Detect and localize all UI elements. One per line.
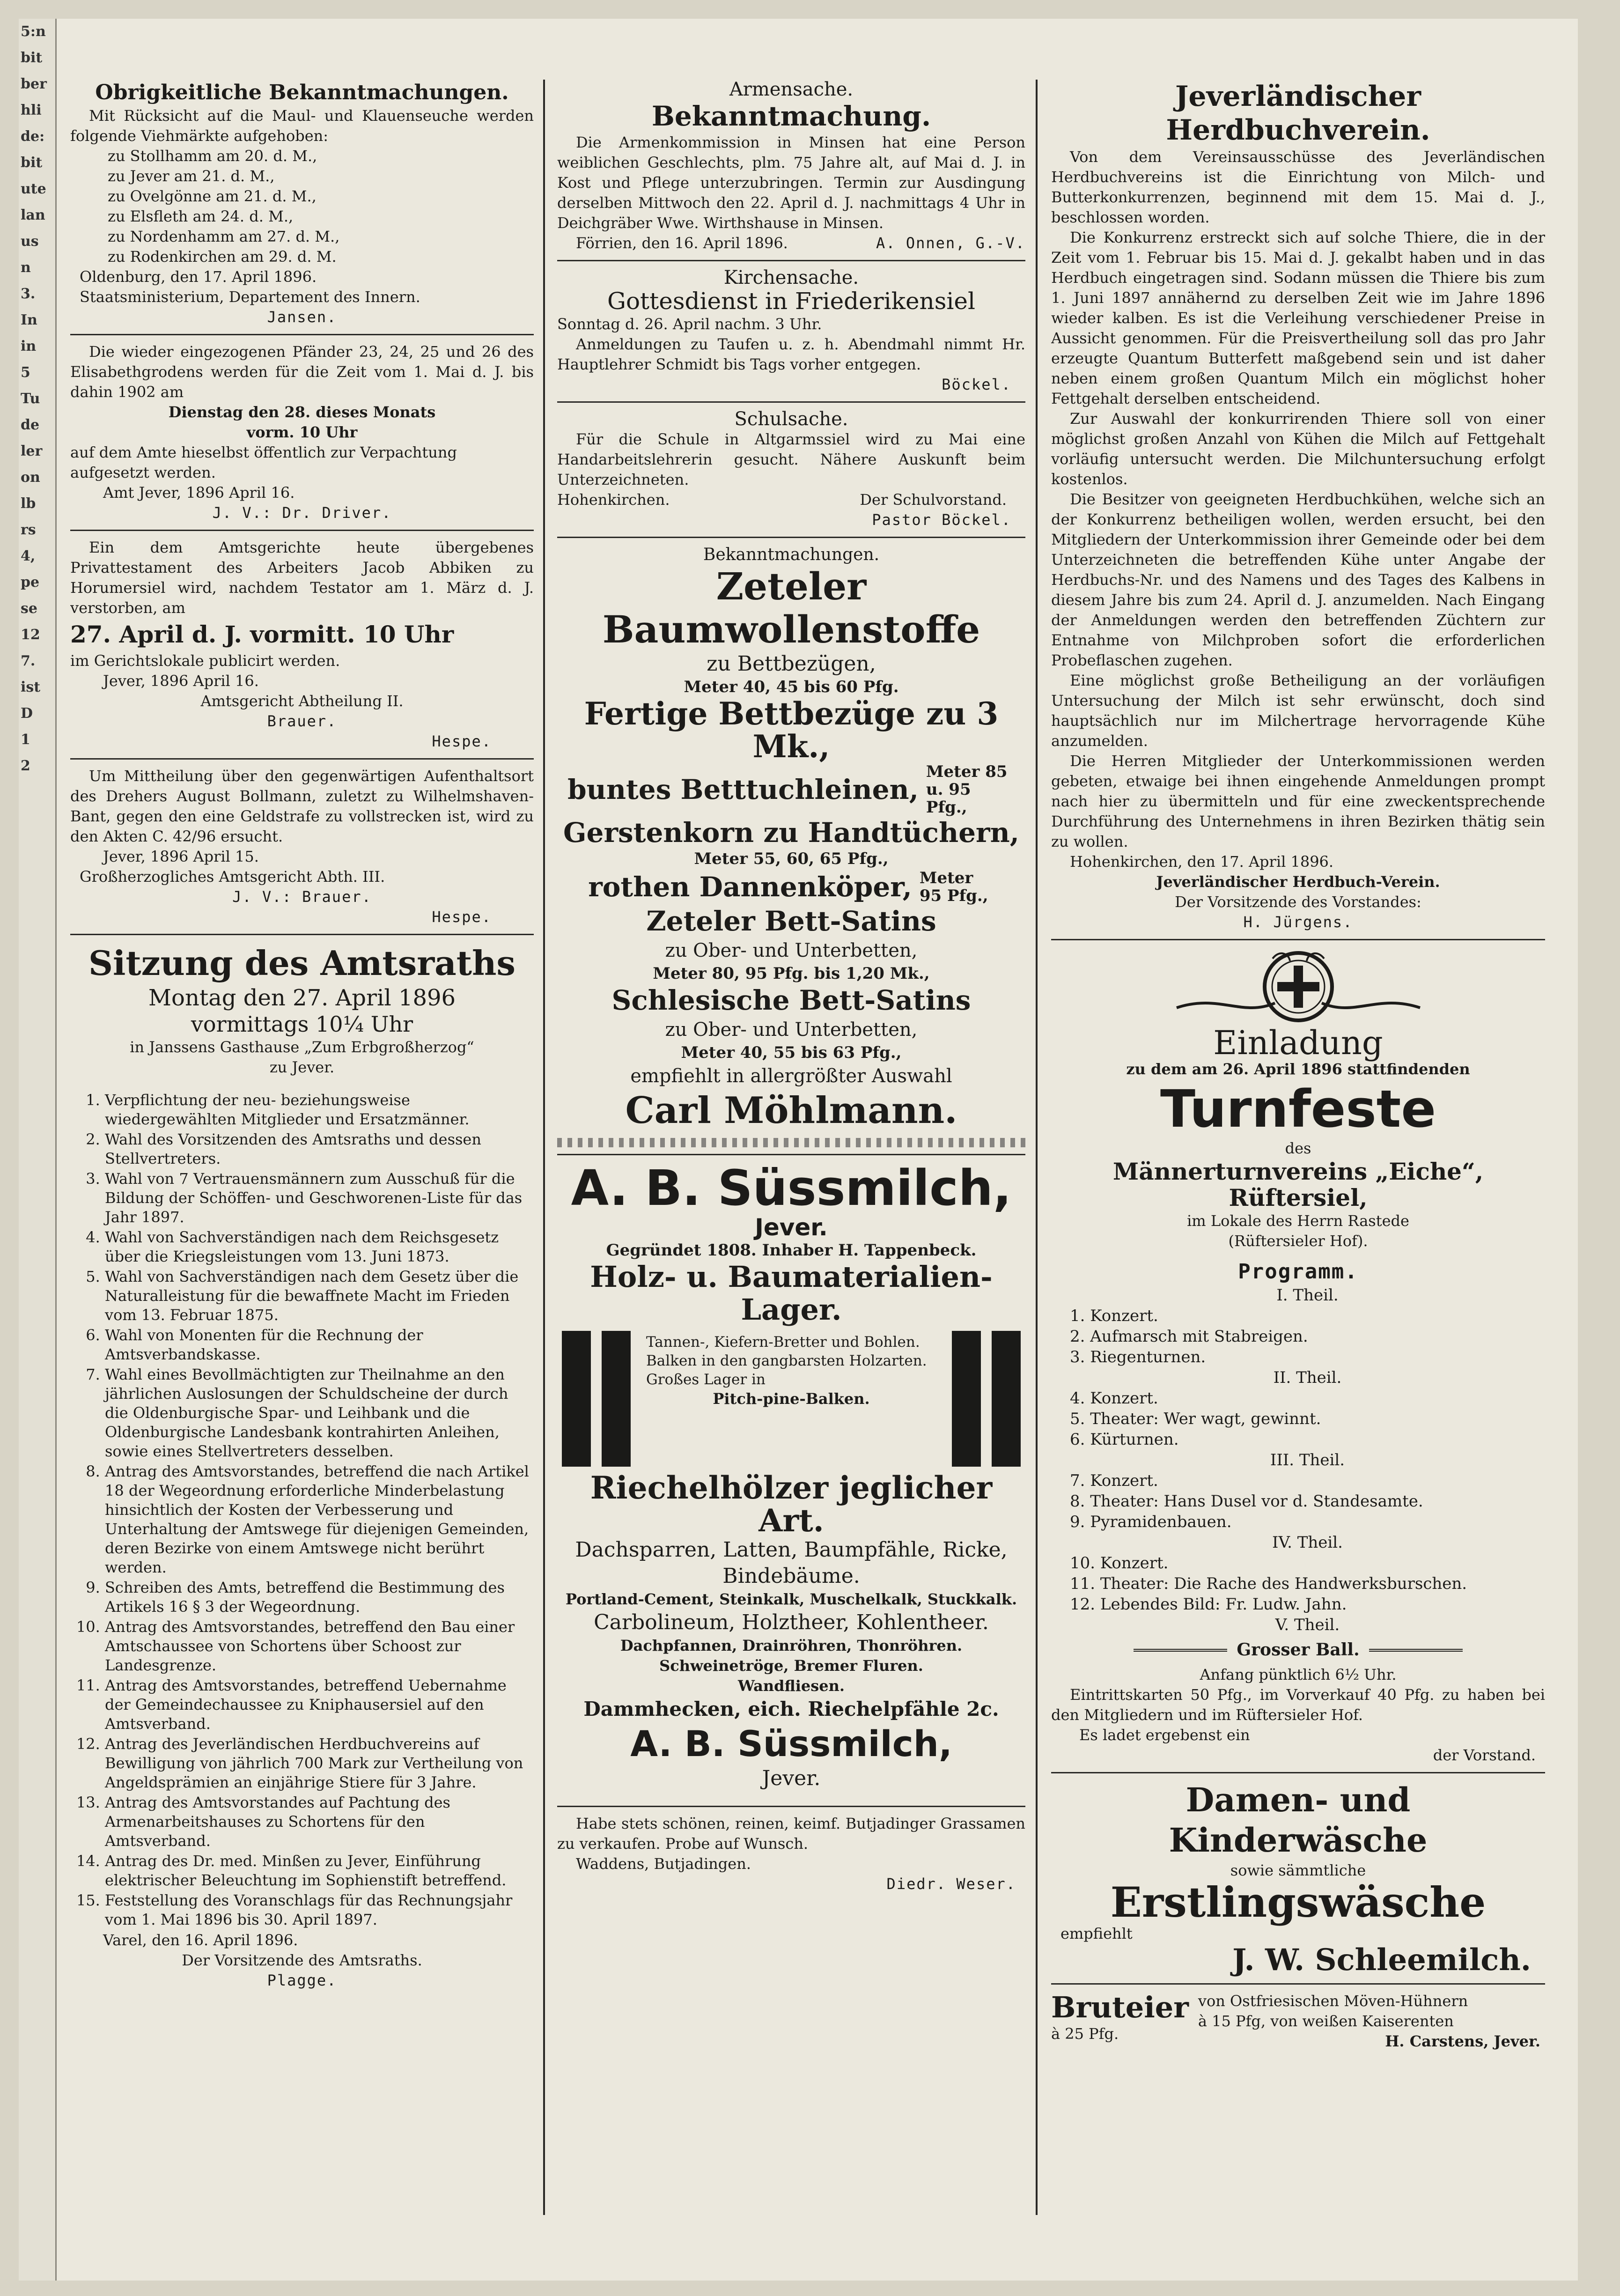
edge-fragment: lan	[21, 207, 45, 223]
event-signature: der Vorstand.	[1433, 1746, 1536, 1764]
edge-fragment: 2	[21, 758, 30, 774]
program-item: 10. Konzert.	[1070, 1554, 1169, 1573]
edge-fragment: ber	[21, 76, 47, 92]
notice-title: Sitzung des Amtsraths	[88, 943, 515, 983]
divider	[70, 334, 534, 335]
agenda-item: 10. Antrag des Amtsvorstandes, betreffend den Bau einer Amtschaussee von Schortens über Schoost zur Landesgrenze.	[105, 1617, 534, 1675]
column-middle	[557, 80, 1025, 2257]
program-part-heading: IV. Theil.	[1272, 1533, 1343, 1552]
notice-text: auf dem Amte hieselbst öffentlich zur Verpachtung aufgesetzt werden.	[70, 443, 457, 481]
notice-text: im Gerichtslokale publicirt werden.	[70, 652, 340, 670]
meeting-time: vormittags 10¼ Uhr	[191, 1011, 413, 1037]
notice-org: Jeverländischer Herdbuch-Verein.	[1156, 873, 1440, 891]
notice-schulsache	[557, 409, 1025, 530]
ad-headline: Holz- u. Baumaterialien-Lager.	[590, 1260, 993, 1327]
agenda-item: 4. Wahl von Sachverständigen nach dem Reichsgesetz über die Kriegsleistungen vom 13. Juni 1873.	[105, 1228, 534, 1266]
divider	[557, 401, 1025, 403]
ad-turnfest	[1051, 947, 1545, 1765]
list-item: zu Jever am 21. d. M.,	[108, 167, 275, 185]
agenda-item: 8. Antrag des Amtsvorstandes, betreffend die nach Artikel 18 der Wegeordnung erforderliche Minderbelastung hinsichtlich der Kosten der Verbesserung und Unterhaltung der Amtswege für diejenigen Gemeinden, deren Bezirke von einem Amtswege nicht berührt werden.	[105, 1462, 534, 1577]
program-item: 12. Lebendes Bild: Fr. Ludw. Jahn.	[1070, 1595, 1347, 1614]
agenda-list	[70, 1091, 534, 1929]
ad-line: Wandfliesen.	[737, 1677, 845, 1695]
meeting-date: Montag den 27. April 1896	[148, 985, 456, 1011]
edge-fragment: ler	[21, 443, 43, 459]
notice-signature-2: Hespe.	[432, 908, 492, 926]
column-left	[70, 80, 534, 2257]
edge-fragment: Tu	[21, 391, 40, 407]
ad-schleemilch	[1051, 1780, 1545, 1977]
notice-office: Großherzogliches Amtsgericht Abth. III.	[80, 868, 385, 886]
notice-text: Anmeldungen zu Taufen u. z. h. Abendmahl nimmt Hr. Hauptlehrer Schmidt bis Tags vorher entgegen.	[557, 335, 1025, 373]
dotted-divider	[557, 1138, 1025, 1147]
edge-fragment: rs	[21, 522, 36, 538]
edge-fragment: bit	[21, 155, 43, 171]
ad-box-text	[646, 1333, 936, 1409]
turnverein-emblem	[1051, 947, 1545, 1026]
ad-suessmilch	[557, 1159, 1025, 1792]
notice-signature: A. Onnen, G.-V.	[876, 234, 1025, 252]
notice-date-bold: Dienstag den 28. dieses Monats	[168, 403, 436, 421]
ad-line: sowie sämmtliche	[1230, 1861, 1366, 1879]
ad-line: zu Ober- und Unterbetten,	[665, 940, 918, 961]
edge-fragment: n	[21, 259, 31, 276]
program-part-heading: V. Theil.	[1275, 1616, 1340, 1634]
agenda-item: 5. Wahl von Sachverständigen nach dem Gesetz über die Naturalleistung für die bewaffnete Macht im Frieden vom 13. Februar 1875.	[105, 1267, 534, 1325]
divider	[70, 934, 534, 935]
invitation-date: zu dem am 26. April 1896 stattfindenden	[1126, 1060, 1470, 1078]
ad-headline: Gerstenkorn zu Handtüchern,	[563, 817, 1019, 849]
list-item: zu Elsfleth am 24. d. M.,	[108, 207, 294, 225]
ad-headline: Bruteier	[1051, 1990, 1189, 2024]
notice-paragraph: Die Besitzer von geeigneten Herdbuchkühen, welche sich an der Konkurrenz betheiligen wollen, werden ersucht, bei den Mitgliedern der Unterkommission ihrer Gemeinde oder bei dem Unterzeichneten die betreffenden Kühe unter Angabe der Herdbuchs-Nr. und des Namens und des Tages des Kalbens in diesem Jahre bis zum 24. April d. J. anzumelden. Nach Eingang der Anmeldungen werden den betreffenden Züchtern zur Entnahme von Milchproben sofort die erforderlichen Probeflaschen zugehen.	[1051, 490, 1545, 669]
event-invite: Es ladet ergebenst ein	[1079, 1726, 1250, 1744]
meeting-place: in Janssens Gasthause „Zum Erbgroßherzog“	[130, 1038, 474, 1056]
divider	[557, 1154, 1025, 1155]
program-item: 4. Konzert.	[1070, 1389, 1158, 1408]
ornament-left-icon	[1134, 1649, 1227, 1652]
edge-fragment: on	[21, 469, 40, 486]
ad-price: à 25 Pfg.	[1051, 2025, 1119, 2043]
ad-price: Meter 40, 55 bis 63 Pfg.,	[681, 1043, 902, 1062]
event-name: Turnfeste	[1160, 1079, 1436, 1139]
notice-place: Hohenkirchen.	[557, 491, 670, 509]
program-item: 3. Riegenturnen.	[1070, 1348, 1206, 1366]
notice-text: Die Armenkommission in Minsen hat eine Person weiblichen Geschlechts, plm. 75 Jahre alt, auf Mai d. J. in Kost und Pflege unterzubringen. Termin zur Ausdingung derselben Mittwoch den 22. April d. J. nachmittags 4 Uhr in Deichgräber Wwe. Wirthshause in Minsen.	[557, 133, 1025, 232]
decorative-bar	[562, 1331, 591, 1467]
edge-fragment: 5:n	[21, 23, 46, 40]
agenda-item: 6. Wahl von Monenten für die Rechnung der Amtsverbandskasse.	[105, 1326, 534, 1364]
ad-moehlmann	[557, 545, 1025, 1132]
ad-text: Tannen-, Kiefern-Bretter und Bohlen. Balken in den gangbarsten Holzarten. Großes Lager in	[646, 1334, 927, 1388]
notice-office: Der Vorsitzende des Amtsraths.	[182, 1951, 422, 1969]
agenda-item: 7. Wahl eines Bevollmächtigten zur Theilnahme an den jährlichen Auslosungen der Schuldscheine der durch die Oldenburgische Spar- und Leihbank und die Oldenburgische Landesbank kontrahirten Anleihen, sowie eines Stellvertreters desselben.	[105, 1365, 534, 1461]
ad-line: Schweinetröge, Bremer Fluren.	[659, 1657, 923, 1675]
agenda-item: 11. Antrag des Amtsvorstandes, betreffend Uebernahme der Gemeindechaussee zu Kniphausersiel auf den Amtsverband.	[105, 1676, 534, 1734]
notice-date: Oldenburg, den 17. April 1896.	[80, 268, 317, 286]
divider	[557, 1806, 1025, 1807]
notice-date: Jever, 1896 April 16.	[103, 672, 259, 690]
notice-date: Hohenkirchen, den 17. April 1896.	[1070, 853, 1334, 871]
agenda-item: 2. Wahl des Vorsitzenden des Amtsraths und dessen Stellvertreters.	[105, 1130, 534, 1168]
edge-fragment: 7.	[21, 653, 36, 669]
ad-price: Meter 80, 95 Pfg. bis 1,20 Mk.,	[653, 964, 930, 983]
notice-title: Obrigkeitliche Bekanntmachungen.	[95, 81, 509, 104]
ad-headline: rothen Dannenköper,	[588, 871, 912, 903]
notice-kirchensache	[557, 268, 1025, 395]
ad-line: zu Ober- und Unterbetten,	[665, 1019, 918, 1041]
program-part-heading: I. Theil.	[1276, 1286, 1339, 1305]
divider	[1051, 1983, 1545, 1985]
program-list	[1051, 1285, 1545, 1635]
meeting-town: zu Jever.	[269, 1058, 335, 1076]
ad-price: Meter 95 Pfg.,	[919, 869, 988, 905]
ad-boxed-section	[557, 1326, 1025, 1471]
ad-headline: Damen- und Kinderwäsche	[1169, 1780, 1428, 1860]
agenda-item: 14. Antrag des Dr. med. Minßen zu Jever, Einführung elektrischer Beleuchtung im Sophienstift betreffend.	[105, 1852, 534, 1890]
ad-headline: Riechelhölzer jeglicher Art.	[590, 1469, 993, 1539]
notice-office: Staatsministerium, Departement des Innern.	[80, 288, 420, 306]
ad-grassamen	[557, 1814, 1025, 1894]
ad-line: empfiehlt	[1060, 1925, 1133, 1942]
list-item: zu Rodenkirchen am 29. d. M.	[108, 248, 337, 266]
ad-price: Meter 40, 45 bis 60 Pfg.	[684, 678, 899, 696]
edge-fragment: D	[21, 705, 33, 722]
ad-place: Waddens, Butjadingen.	[576, 1855, 751, 1873]
notice-text: Um Mittheilung über den gegenwärtigen Aufenthaltsort des Drehers August Bollmann, zuletzt zu Wilhelmshaven-Bant, gegen den eine Geldstrafe zu vollstrecken ist, wird zu den Akten C. 42/96 ersucht.	[70, 767, 534, 845]
ad-bruteier-right	[1198, 1991, 1545, 2052]
notice-text: Für die Schule in Altgarmssiel wird zu Mai eine Handarbeitslehrerin gesucht. Nähere Auskunft beim Unterzeichneten.	[557, 430, 1025, 488]
ad-price: Meter 85 u. 95 Pfg.,	[926, 762, 1008, 817]
adjacent-page-edge	[19, 19, 57, 2281]
program-item: 7. Konzert.	[1070, 1471, 1158, 1490]
notice-signature-2: Hespe.	[432, 732, 492, 750]
notice-date: Varel, den 16. April 1896.	[103, 1931, 298, 1949]
column-divider	[543, 80, 545, 2215]
column-divider	[1036, 80, 1038, 2215]
oak-wreath-emblem-icon	[1167, 947, 1429, 1026]
ad-line: Dammhecken, eich. Riechelpfähle 2c.	[583, 1698, 999, 1720]
program-item: 11. Theater: Die Rache des Handwerksburschen.	[1070, 1574, 1467, 1593]
edge-fragment: 4,	[21, 548, 36, 564]
invitation-title: Einladung	[1213, 1024, 1383, 1062]
decorative-bar	[992, 1331, 1021, 1467]
ad-company-name: Carl Möhlmann.	[625, 1089, 957, 1132]
ad-company-name: A. B. Süssmilch,	[571, 1159, 1012, 1217]
decorative-bar	[602, 1331, 631, 1467]
divider	[1051, 939, 1545, 940]
notice-signature: Pastor Böckel.	[872, 511, 1011, 529]
ad-line-with-price	[557, 869, 1025, 905]
ad-line: empfiehlt in allergrößter Auswahl	[630, 1065, 952, 1087]
ad-bruteier	[1051, 1991, 1545, 2052]
notice-kicker: Schulsache.	[734, 408, 848, 430]
notice-signature: J. V.: Brauer.	[232, 888, 372, 906]
ad-text: von Ostfriesischen Möven-Hühnern	[1198, 1992, 1468, 2010]
notice-date-large: 27. April d. J. vormitt. 10 Uhr	[70, 620, 454, 648]
notice-title: Bekanntmachung.	[651, 100, 931, 132]
market-list	[70, 146, 534, 267]
agenda-item: 13. Antrag des Amtsvorstandes auf Pachtung des Armenarbeitshauses zu Schortens für den Amtsverband.	[105, 1793, 534, 1851]
column-right	[1051, 80, 1545, 2257]
ball-title: Grosser Ball.	[1237, 1640, 1360, 1660]
ad-line: Dachsparren, Latten, Baumpfähle, Ricke, Bindebäume.	[575, 1538, 1008, 1588]
decorative-bar	[952, 1331, 981, 1467]
notice-signature: J. V.: Dr. Driver.	[212, 504, 392, 522]
notice-date: Förrien, den 16. April 1896.	[576, 234, 788, 252]
notice-signature: Plagge.	[267, 1971, 337, 1989]
ad-line-with-price	[557, 763, 1025, 816]
divider	[1051, 1772, 1545, 1773]
edge-fragment: bit	[21, 50, 43, 66]
edge-fragment: pe	[21, 574, 40, 591]
agenda-item: 9. Schreiben des Amts, betreffend die Bestimmung des Artikels 16 § 3 der Wegeordnung.	[105, 1578, 534, 1617]
notice-signature: Böckel.	[942, 376, 1011, 393]
notice-office: Der Schulvorstand.	[860, 491, 1007, 509]
ad-line: zu Bettbezügen,	[707, 652, 876, 676]
notice-testament	[70, 538, 534, 752]
edge-fragment: us	[21, 233, 39, 250]
edge-fragment: ist	[21, 679, 41, 695]
notice-amtsrath	[70, 942, 534, 1991]
list-item: zu Stollhamm am 20. d. M.,	[108, 147, 317, 165]
club-name: Männerturnvereins „Eiche“, Rüftersiel,	[1112, 1158, 1484, 1211]
ad-headline: Erstlingswäsche	[1110, 1878, 1486, 1927]
program-part-heading: III. Theil.	[1270, 1451, 1345, 1469]
notice-kicker: Bekanntmachungen.	[703, 545, 880, 564]
program-item: 6. Kürturnen.	[1070, 1430, 1179, 1449]
notice-title: Jeverländischer Herdbuchverein.	[1166, 80, 1430, 147]
notice-kicker: Armensache.	[729, 80, 854, 100]
program-item: 1. Konzert.	[1070, 1307, 1158, 1325]
edge-fragment: lb	[21, 495, 36, 512]
notice-armensache	[557, 80, 1025, 253]
agenda-item: 1. Verpflichtung der neu- beziehungsweise wiedergewählten Mitglieder und Ersatzmänner.	[105, 1091, 534, 1129]
agenda-item: 12. Antrag des Jeverländischen Herdbuchvereins auf Bewilligung von jährlich 700 Mark zur Vertheilung von Angeldsprämien an einjährige Stiere für 3 Jahre.	[105, 1735, 534, 1792]
program-title: Programm.	[1238, 1260, 1358, 1284]
event-location: im Lokale des Herrn Rastede	[1187, 1212, 1409, 1230]
notice-text: Die wieder eingezogenen Pfänder 23, 24, 25 und 26 des Elisabethgrodens werden für die Zeit vom 1. Mai d. J. bis dahin 1902 am	[70, 343, 534, 401]
notice-paragraph: Zur Auswahl der konkurrirenden Thiere soll von einer möglichst großen Anzahl von Kühen die Milch auf Fettgehalt vorläufig untersucht werden. Die Milchuntersuchung erfolgt kostenlos.	[1051, 410, 1545, 488]
agenda-item: 15. Feststellung des Voranschlags für das Rechnungsjahr vom 1. Mai 1896 bis 30. April 1897.	[105, 1891, 534, 1929]
list-item: zu Ovelgönne am 21. d. M.,	[108, 187, 317, 205]
notice-paragraph: Die Herren Mitglieder der Unterkommissionen werden gebeten, etwaige bei ihnen eingehende Anmeldungen prompt nach hier zu übermitteln und für eine zweckentsprechende Durchführung des Unternehmens in ihren Bezirken thätig sein zu wollen.	[1051, 752, 1545, 850]
ornament-right-icon	[1369, 1649, 1463, 1652]
ad-headline: Zeteler Baumwollenstoffe	[602, 564, 980, 651]
notice-footer	[557, 233, 1025, 253]
notice-signature: H. Jürgens.	[1243, 913, 1353, 931]
program-item: 2. Aufmarsch mit Stabreigen.	[1070, 1327, 1308, 1346]
ad-price: Meter 55, 60, 65 Pfg.,	[694, 849, 889, 868]
ad-company-name: J. W. Schleemilch.	[1232, 1942, 1531, 1978]
newspaper-page	[19, 19, 1578, 2281]
ad-headline: Schlesische Bett-Satins	[611, 984, 971, 1016]
edge-fragment: 1	[21, 731, 30, 748]
notice-paragraph: Von dem Vereinsausschüsse des Jeverländischen Herdbuchvereins ist die Einrichtung von Milch- und Butterkonkurrenzen, beginnend mit dem 15. Mai d. J., beschlossen worden.	[1051, 148, 1545, 226]
ad-founded: Gegründet 1808. Inhaber H. Tappenbeck.	[606, 1241, 977, 1260]
edge-fragment: 3.	[21, 286, 36, 302]
notice-office: Amtsgericht Abtheilung II.	[200, 692, 404, 710]
notice-paragraph: Eine möglichst große Betheiligung an der vorläufigen Untersuchung der Milch ist sehr erwünscht, doch sind hauptsächlich nur im Milchertrage hervorragende Kühe anzumelden.	[1051, 672, 1545, 750]
ad-city: Jever.	[762, 1766, 821, 1790]
edge-fragment: ute	[21, 181, 46, 197]
ball-line	[1051, 1640, 1545, 1660]
edge-fragment: In	[21, 312, 37, 328]
divider	[70, 530, 534, 531]
ad-signature: H. Carstens, Jever.	[1385, 2032, 1540, 2050]
divider	[557, 260, 1025, 261]
ad-company-name: A. B. Süssmilch,	[630, 1723, 952, 1764]
program-item: 9. Pyramidenbauen.	[1070, 1513, 1232, 1531]
notice-title: Gottesdienst in Friederikensiel	[607, 288, 975, 315]
ad-line: Carbolineum, Holztheer, Kohlentheer.	[594, 1610, 989, 1634]
ad-text: à 15 Pfg, von weißen Kaiserenten	[1198, 2012, 1454, 2030]
edge-fragment: se	[21, 600, 37, 617]
edge-fragment: in	[21, 338, 37, 354]
list-item: zu Nordenhamm am 27. d. M.,	[108, 228, 340, 245]
ad-bruteier-left	[1051, 1991, 1189, 2044]
notice-verpachtung	[70, 342, 534, 523]
agenda-item: 3. Wahl von 7 Vertrauensmännern zum Ausschuß für die Bildung der Schöffen- und Geschworenen-Liste für das Jahr 1897.	[105, 1169, 534, 1227]
notice-aufenthalt	[70, 766, 534, 927]
event-tickets: Eintrittskarten 50 Pfg., im Vorverkauf 40 Pfg. zu haben bei den Mitgliedern und im Rüftersieler Hof.	[1051, 1686, 1545, 1724]
edge-fragment: de:	[21, 128, 45, 145]
invitation-des: des	[1285, 1139, 1311, 1157]
program-part-heading: II. Theil.	[1273, 1368, 1342, 1387]
service-time: Sonntag d. 26. April nachm. 3 Uhr.	[557, 315, 822, 333]
ad-headline: buntes Betttuchleinen,	[567, 774, 919, 805]
program-item: 5. Theater: Wer wagt, gewinnt.	[1070, 1410, 1321, 1428]
edge-fragment: 5	[21, 364, 30, 381]
notice-footer	[557, 490, 1025, 510]
ad-city: Jever.	[755, 1214, 828, 1241]
notice-text: Mit Rücksicht auf die Maul- und Klauenseuche werden folgende Viehmärkte aufgehoben:	[70, 107, 534, 145]
divider	[557, 537, 1025, 538]
notice-herdbuch	[1051, 80, 1545, 932]
notice-viehmaerkte	[70, 80, 534, 327]
notice-date: Jever, 1896 April 15.	[103, 848, 259, 865]
event-start: Anfang pünktlich 6½ Uhr.	[1200, 1666, 1397, 1683]
notice-time-bold: vorm. 10 Uhr	[246, 423, 358, 441]
notice-office: Der Vorsitzende des Vorstandes:	[1175, 893, 1421, 911]
ad-text: Habe stets schönen, reinen, keimf. Butjadinger Grassamen zu verkaufen. Probe auf Wunsch.	[557, 1815, 1025, 1853]
ad-line: Portland-Cement, Steinkalk, Muschelkalk, Stuckkalk.	[565, 1590, 1017, 1608]
ad-line: Dachpfannen, Drainröhren, Thonröhren.	[620, 1637, 963, 1654]
ad-signature: Diedr. Weser.	[886, 1875, 1016, 1893]
notice-signature: Brauer.	[267, 712, 337, 730]
event-location-2: (Rüftersieler Hof).	[1228, 1232, 1368, 1250]
edge-fragment: de	[21, 417, 40, 433]
divider	[70, 758, 534, 760]
notice-signature: Jansen.	[267, 308, 337, 326]
notice-kicker: Kirchensache.	[723, 267, 859, 288]
edge-fragment: hli	[21, 102, 42, 118]
notice-date: Amt Jever, 1896 April 16.	[103, 484, 295, 502]
ad-headline: Fertige Bettbezüge zu 3 Mk.,	[584, 695, 999, 765]
edge-fragment: 12	[21, 627, 40, 643]
notice-text: Ein dem Amtsgerichte heute übergebenes Privattestament des Arbeiters Jacob Abbiken zu Horumersiel wird, nachdem Testator am 1. März d. J. verstorben, am	[70, 539, 534, 617]
ad-headline: Zeteler Bett-Satins	[646, 905, 936, 937]
ad-text-bold: Pitch-pine-Balken.	[713, 1390, 870, 1408]
notice-paragraph: Die Konkurrenz erstreckt sich auf solche Thiere, die in der Zeit vom 1. Februar bis 15. Mai d. J. gekalbt haben und in das Herdbuch eingetragen sind. Sodann müssen die Thiere bis zum 1. Juni 1897 annähernd zu derselben Zeit wie im Jahre 1896 wieder kalben. Es ist die Verleihung verschiedener Preise in Aussicht genommen. Für die Preisvertheilung soll das pro Jahr erzeugte Quantum Butterfett maßgebend sein und ist daher neben einem großen Quantum Milch ein möglichst hoher Fettgehalt derselben entscheidend.	[1051, 229, 1545, 407]
program-item: 8. Theater: Hans Dusel vor d. Standesamte.	[1070, 1492, 1423, 1511]
